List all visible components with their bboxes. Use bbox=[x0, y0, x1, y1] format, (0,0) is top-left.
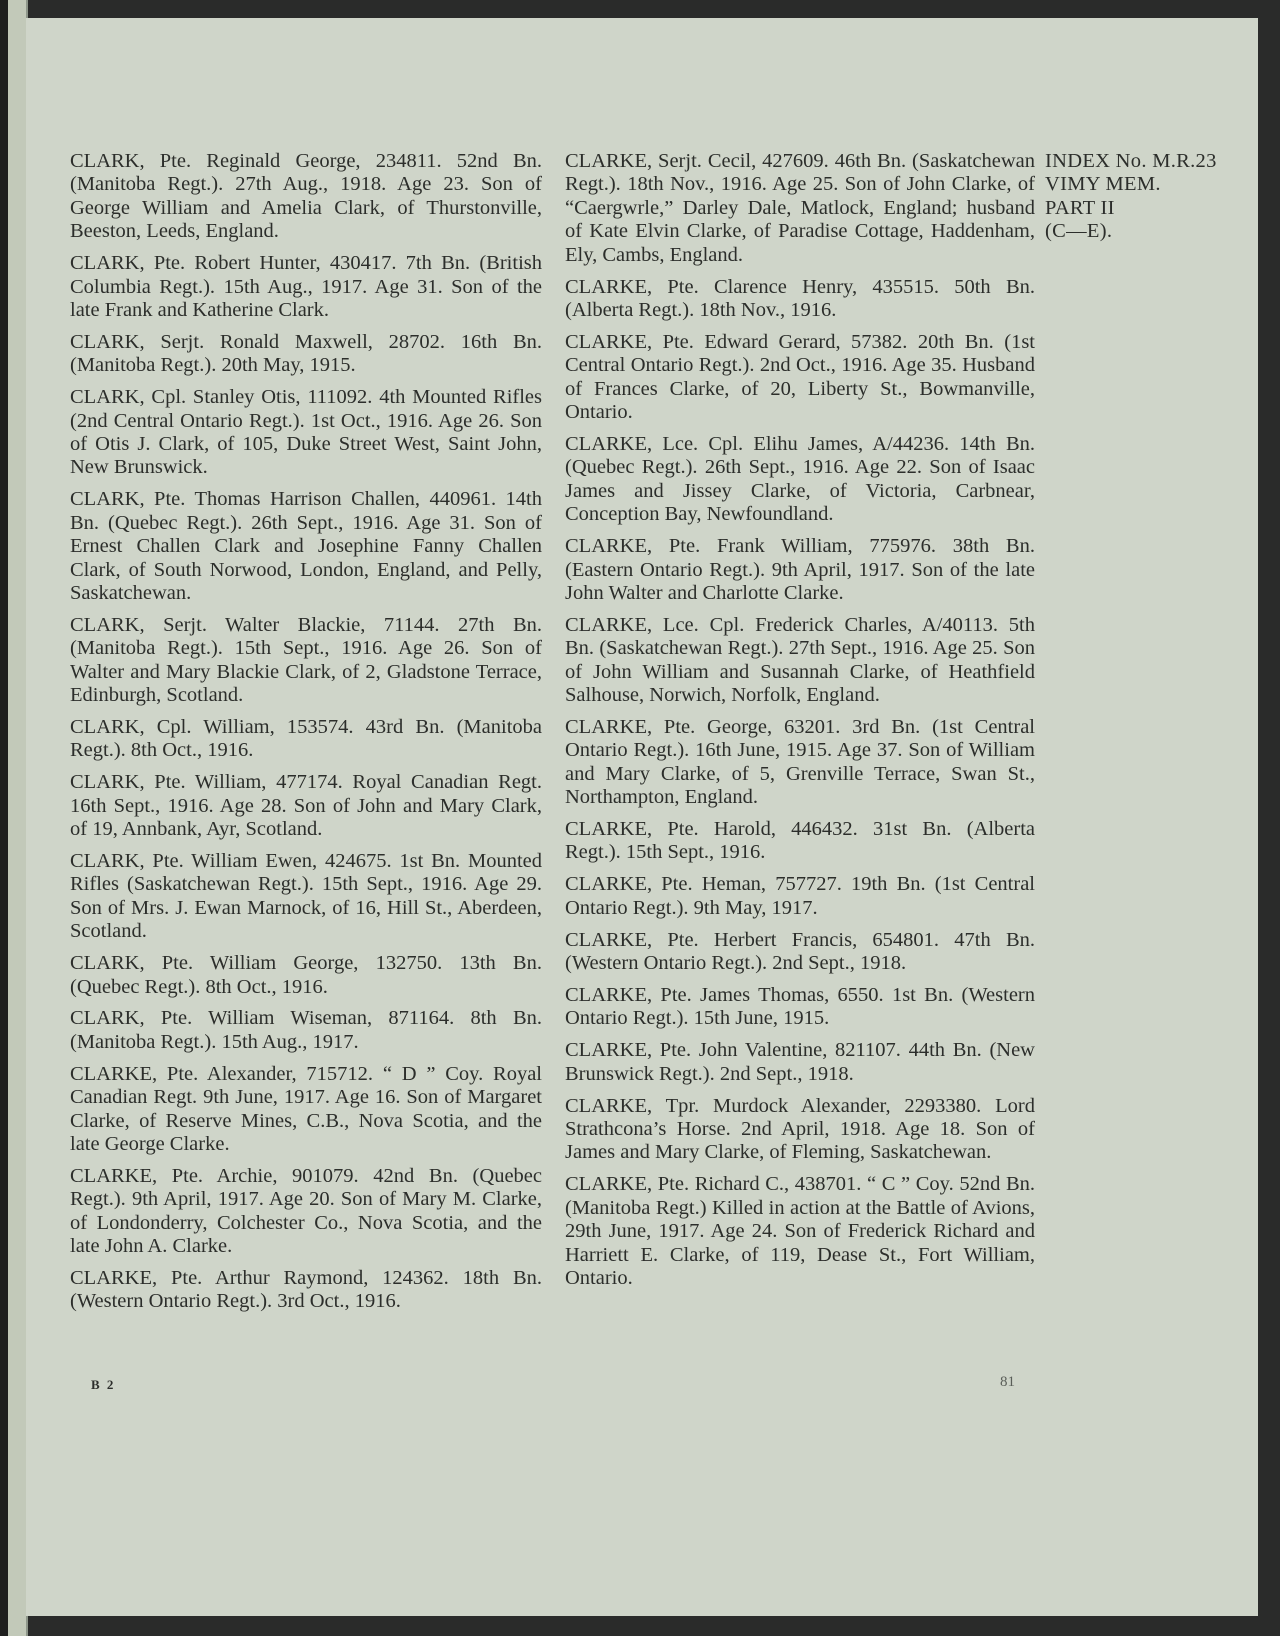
casualty-entry: CLARKE, Pte. Heman, 757727. 19th Bn. (1st Central Ontario Regt.). 9th May, 1917. bbox=[565, 873, 1035, 919]
page-number: 81 bbox=[1000, 1374, 1015, 1390]
casualty-entry: CLARK, Serjt. Ronald Maxwell, 28702. 16th Bn. (Manitoba Regt.). 20th May, 1915. bbox=[70, 330, 542, 377]
casualty-entry: CLARK, Pte. William Wiseman, 871164. 8th Bn. (Manitoba Regt.). 15th Aug., 1917. bbox=[70, 1007, 542, 1053]
casualty-entry: CLARKE, Pte. Archie, 901079. 42nd Bn. (Quebec Regt.). 9th April, 1917. Age 20. Son of Mary M. Clarke, of Londonderry, Colchester Co., Nova Scotia, and the late John A. Clarke. bbox=[70, 1164, 542, 1258]
casualty-entry: CLARK, Pte. William Ewen, 424675. 1st Bn. Mounted Rifles (Saskatchewan Regt.). 15th Sept., 1916. Age 29. Son of Mrs. J. Ewan Marnock, of 16, Hill St., Aberdeen, Scotland. bbox=[70, 849, 542, 943]
casualty-entry: CLARKE, Lce. Cpl. Frederick Charles, A/40113. 5th Bn. (Saskatchewan Regt.). 27th Sept., 1916. Age 25. Son of John William and Susannah Clarke, of Heathfield Salhouse, Norwich, Norfolk, England. bbox=[565, 613, 1035, 707]
casualty-entry: CLARKE, Pte. Harold, 446432. 31st Bn. (Alberta Regt.). 15th Sept., 1916. bbox=[565, 818, 1035, 864]
casualty-entry: CLARKE, Pte. Herbert Francis, 654801. 47th Bn. (Western Ontario Regt.). 2nd Sept., 1918. bbox=[565, 928, 1035, 975]
casualty-entry: CLARKE, Pte. James Thomas, 6550. 1st Bn. (Western Ontario Regt.). 15th June, 1915. bbox=[565, 984, 1035, 1030]
memorial-name: VIMY MEM. bbox=[1045, 173, 1161, 196]
casualty-entry: CLARKE, Pte. Richard C., 438701. “ C ” Coy. 52nd Bn. (Manitoba Regt.) Killed in action at the Battle of Avions, 29th June, 1917. Age 24. Son of Frederick Richard and Harriett E. Clarke, of 119, Dease St., Fort William, Ontario. bbox=[565, 1173, 1035, 1289]
index-block bbox=[1045, 150, 1217, 244]
casualty-entry: CLARK, Serjt. Walter Blackie, 71144. 27th Bn. (Manitoba Regt.). 15th Sept., 1916. Age 26. Son of Walter and Mary Blackie Clark, of 2, Gladstone Terrace, Edinburgh, Scotland. bbox=[70, 613, 542, 707]
casualty-entry: CLARKE, Lce. Cpl. Elihu James, A/44236. 14th Bn. (Quebec Regt.). 26th Sept., 1916. Age 22. Son of Isaac James and Jissey Clarke, of Victoria, Carbnear, Conception Bay, Newfoundland. bbox=[565, 432, 1035, 526]
casualty-entry: CLARKE, Pte. Frank William, 775976. 38th Bn. (Eastern Ontario Regt.). 9th April, 1917. Son of the late John Walter and Charlotte Clarke. bbox=[565, 535, 1035, 604]
casualty-entry: CLARK, Pte. William, 477174. Royal Canadian Regt. 16th Sept., 1916. Age 28. Son of John and Mary Clark, of 19, Annbank, Ayr, Scotland. bbox=[70, 771, 542, 841]
casualty-entry: CLARK, Pte. Reginald George, 234811. 52nd Bn. (Manitoba Regt.). 27th Aug., 1918. Age 23. Son of George William and Amelia Clark, of Thurstonville, Beeston, Leeds, England. bbox=[70, 150, 542, 243]
casualty-entry: CLARK, Pte. William George, 132750. 13th Bn. (Quebec Regt.). 8th Oct., 1916. bbox=[70, 952, 542, 998]
casualty-entry: CLARKE, Pte. Edward Gerard, 57382. 20th Bn. (1st Central Ontario Regt.). 2nd Oct., 1916. Age 35. Husband of Frances Clarke, of 20, Liberty St., Bowmanville, Ontario. bbox=[565, 330, 1035, 424]
index-number: INDEX No. M.R.23 bbox=[1045, 150, 1217, 172]
casualty-entry: CLARK, Pte. Robert Hunter, 430417. 7th Bn. (British Columbia Regt.). 15th Aug., 1917. Age 31. Son of the late Frank and Katherine Clark. bbox=[70, 252, 542, 321]
entries-column-left bbox=[70, 150, 542, 1322]
casualty-entry: CLARK, Pte. Thomas Harrison Challen, 440961. 14th Bn. (Quebec Regt.). 26th Sept., 1916. Age 31. Son of Ernest Challen Clark and Josephine Fanny Challen Clark, of South Norwood, London, England, and Pelly, Saskatchewan. bbox=[70, 488, 542, 604]
signature-mark: B 2 bbox=[91, 1377, 116, 1392]
casualty-entry: CLARKE, Pte. John Valentine, 821107. 44th Bn. (New Brunswick Regt.). 2nd Sept., 1918. bbox=[565, 1039, 1035, 1085]
casualty-entry: CLARK, Cpl. Stanley Otis, 111092. 4th Mounted Rifles (2nd Central Ontario Regt.). 1st Oct., 1916. Age 26. Son of Otis J. Clark, of 105, Duke Street West, Saint John, New Brunswick. bbox=[70, 386, 542, 479]
entries-column-right bbox=[565, 150, 1035, 1299]
letter-range: (C—E). bbox=[1045, 220, 1113, 243]
casualty-entry: CLARK, Cpl. William, 153574. 43rd Bn. (Manitoba Regt.). 8th Oct., 1916. bbox=[70, 715, 542, 762]
casualty-entry: CLARKE, Pte. Alexander, 715712. “ D ” Coy. Royal Canadian Regt. 9th June, 1917. Age 16. Son of Margaret Clarke, of Reserve Mines, C.B., Nova Scotia, and the late George Clarke. bbox=[70, 1062, 542, 1155]
casualty-entry: CLARKE, Pte. Arthur Raymond, 124362. 18th Bn. (Western Ontario Regt.). 3rd Oct., 1916. bbox=[70, 1266, 542, 1313]
casualty-entry: CLARKE, Serjt. Cecil, 427609. 46th Bn. (Saskatchewan Regt.). 18th Nov., 1916. Age 25. Son of John Clarke, of “Caergwrle,” Darley Dale, Matlock, England; husband of Kate Elvin Clarke, of Paradise Cottage, Haddenham, Ely, Cambs, England. bbox=[565, 150, 1035, 266]
page-left-edge bbox=[8, 0, 28, 1636]
casualty-entry: CLARKE, Tpr. Murdock Alexander, 2293380. Lord Strathcona’s Horse. 2nd April, 1918. Age 18. Son of James and Mary Clarke, of Fleming, Saskatchewan. bbox=[565, 1094, 1035, 1164]
casualty-entry: CLARKE, Pte. Clarence Henry, 435515. 50th Bn. (Alberta Regt.). 18th Nov., 1916. bbox=[565, 275, 1035, 321]
book-spine bbox=[0, 0, 8, 1636]
part-label: PART II bbox=[1045, 196, 1115, 219]
casualty-entry: CLARKE, Pte. George, 63201. 3rd Bn. (1st Central Ontario Regt.). 16th June, 1915. Age 37. Son of William and Mary Clarke, of 5, Grenville Terrace, Swan St., Northampton, England. bbox=[565, 715, 1035, 809]
